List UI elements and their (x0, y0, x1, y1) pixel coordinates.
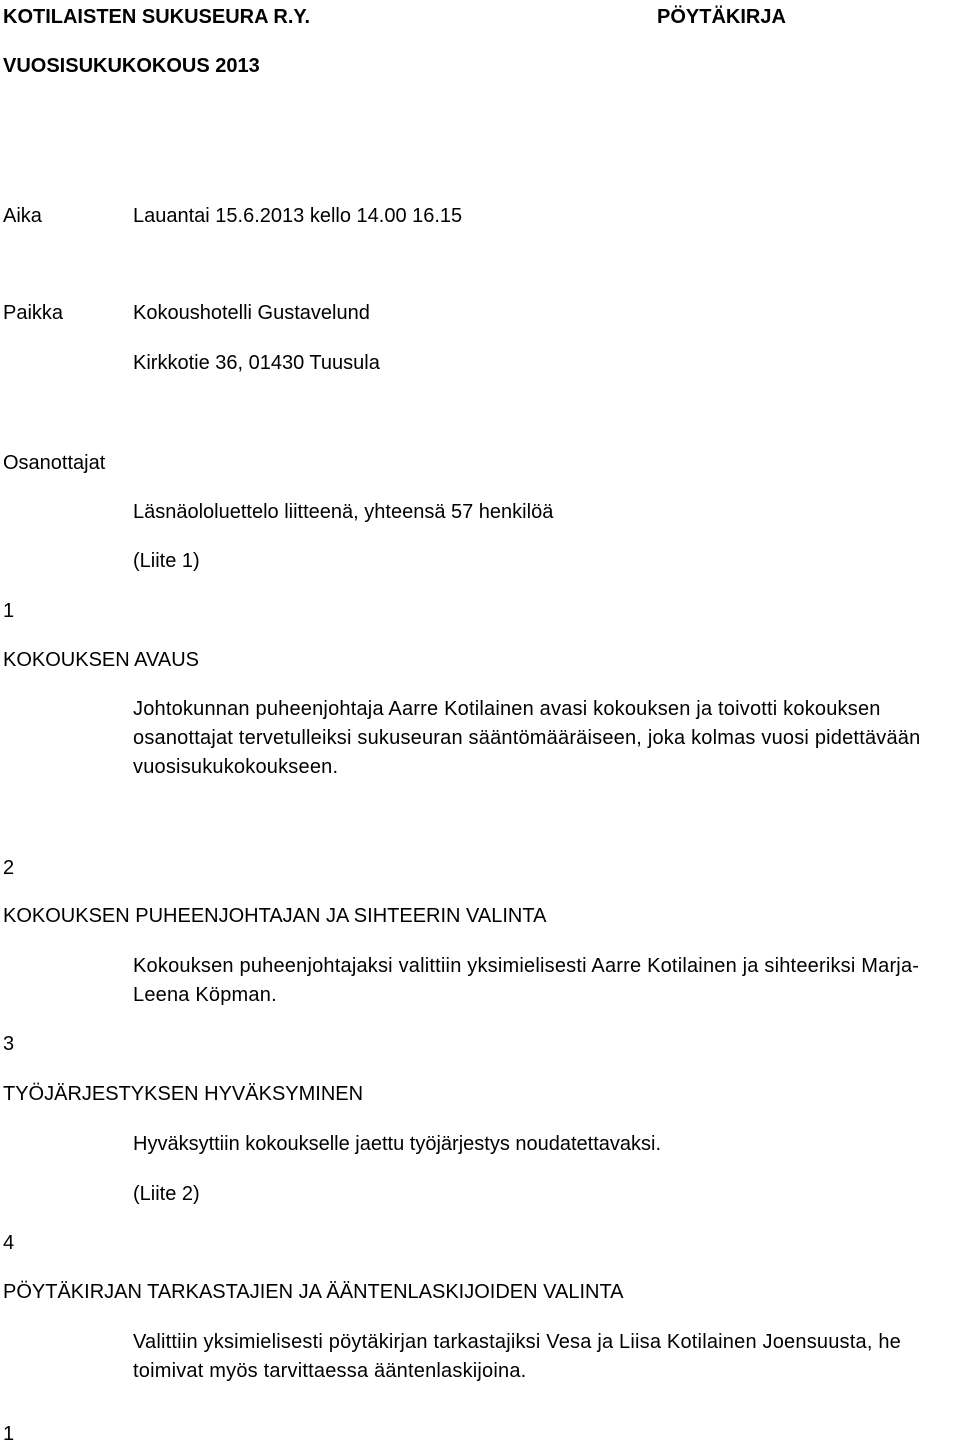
section-number: 3 (3, 1033, 15, 1055)
organization-name: KOTILAISTEN SUKUSEURA R.Y. (3, 6, 311, 28)
time-label: Aika (3, 205, 42, 227)
section-number: 2 (3, 857, 15, 879)
section-attachment: (Liite 2) (133, 1183, 200, 1205)
place-name: Kokoushotelli Gustavelund (133, 302, 370, 324)
participants-attachment: (Liite 1) (133, 550, 200, 572)
section-text: Johtokunnan puheenjohtaja Aarre Kotilainen avasi kokouksen ja toivotti kokouksen osanottajat tervetulleiksi sukuseuran sääntömääräiseen, joka kolmas vuosi pidettävään vuosisukukokoukseen. (133, 698, 921, 778)
section-text: Valittiin yksimielisesti pöytäkirjan tarkastajiksi Vesa ja Liisa Kotilainen Joensuusta, he toimivat myös tarvittaessa ääntenlaskijoina. (133, 1331, 901, 1382)
participants-label: Osanottajat (3, 452, 106, 474)
place-address: Kirkkotie 36, 01430 Tuusula (133, 352, 380, 374)
section-heading: KOKOUKSEN PUHEENJOHTAJAN JA SIHTEERIN VALINTA (3, 905, 547, 927)
section-heading: KOKOUKSEN AVAUS (3, 649, 199, 671)
section-number: 1 (3, 600, 15, 622)
place-label: Paikka (3, 302, 64, 324)
meeting-title: VUOSISUKUKOKOUS 2013 (3, 55, 260, 77)
page-number: 1 (3, 1423, 15, 1445)
section-text: Kokouksen puheenjohtajaksi valittiin yksimielisesti Aarre Kotilainen ja sihteeriksi Marja-Leena Köpman. (133, 955, 920, 1006)
section-heading: PÖYTÄKIRJAN TARKASTAJIEN JA ÄÄNTENLASKIJOIDEN VALINTA (3, 1281, 624, 1303)
section-text: Hyväksyttiin kokoukselle jaettu työjärjestys noudatettavaksi. (133, 1133, 662, 1155)
time-value: Lauantai 15.6.2013 kello 14.00 16.15 (133, 205, 463, 227)
section-heading: TYÖJÄRJESTYKSEN HYVÄKSYMINEN (3, 1083, 364, 1105)
document-type: PÖYTÄKIRJA (657, 6, 786, 28)
section-number: 4 (3, 1232, 15, 1254)
participants-value: Läsnäololuettelo liitteenä, yhteensä 57 henkilöä (133, 501, 554, 523)
